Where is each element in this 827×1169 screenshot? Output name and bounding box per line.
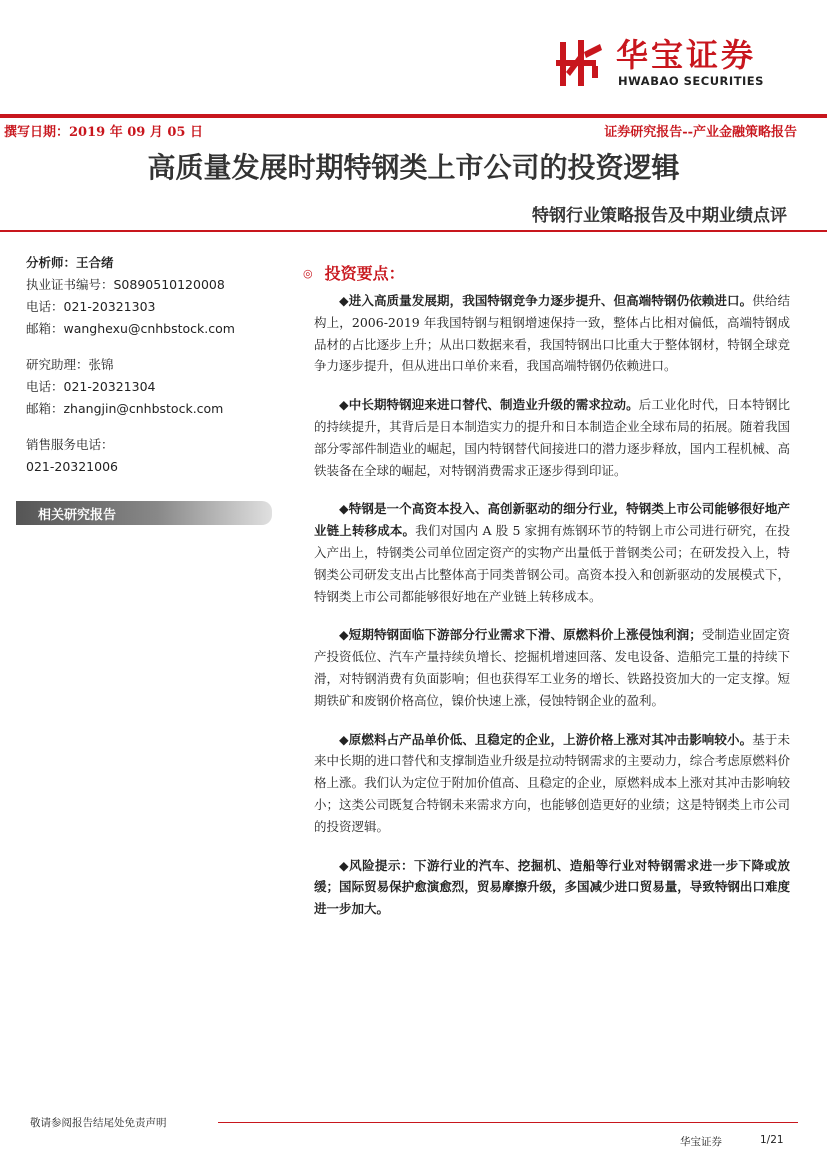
key-point-lead: ◆中长期特钢迎来进口替代、制造业升级的需求拉动。	[339, 397, 639, 413]
key-point-paragraph	[314, 624, 790, 711]
analyst-email: 邮箱：wanghexu@cnhbstock.com	[26, 321, 235, 336]
key-point-text: 基于未来中长期的进口替代和支撑制造业升级是拉动特钢需求的主要动力，综合考虑原燃料价格上涨。我们认为定位于附加价值高、且稳定的企业，原燃料成本上涨对其冲击影响较小；这类公司既复合特钢未来需求方向，也能够创造更好的业绩；这是特钢类上市公司的投资逻辑。	[314, 731, 790, 834]
report-type: 证券研究报告--产业金融策略报告	[604, 125, 797, 140]
page-number: 1/21	[760, 1134, 784, 1146]
logo-text-cn: 华宝证券	[616, 36, 757, 74]
page-subtitle: 特钢行业策略报告及中期业绩点评	[532, 206, 787, 226]
analyst-info	[26, 252, 276, 478]
hwabao-logo-icon	[556, 38, 606, 88]
key-point-paragraph	[314, 394, 790, 481]
target-circle-icon: ◎	[303, 267, 313, 280]
key-point-text: 后工业化时代，日本特钢比的持续提升，其背后是日本制造实力的提升和日本制造企业全球布局的拓展。随着我国部分零部件制造业的崛起，国内特钢替代间接进口的潜力逐步释放，国内工程机械、高铁装备在全球的崛起，对特钢消费需求正逐步得到印证。	[314, 397, 790, 478]
analyst-license: 执业证书编号：S0890510120008	[26, 277, 225, 292]
analyst-name: 分析师：王合绪	[26, 255, 114, 270]
key-point-text: 供给结构上，2006-2019 年我国特钢与粗钢增速保持一致，整体占比相对偏低，高端特钢成品材的占比逐步上升；从出口数据来看，我国特钢出口比重大于整体钢材，特钢全球竞争力逐步提升，但从进出口单价来看，我国高端特钢仍依赖进口。	[314, 293, 790, 374]
page-title: 高质量发展时期特钢类上市公司的投资逻辑	[147, 151, 680, 184]
key-point-lead: ◆进入高质量发展期，我国特钢竞争力逐步提升、但高端特钢仍依赖进口。	[339, 293, 753, 308]
key-points-title: 投资要点：	[324, 264, 405, 283]
key-point-paragraph	[314, 498, 790, 607]
key-point-lead: ◆原燃料占产品单价低、且稳定的企业，上游价格上涨对其冲击影响较小。	[339, 731, 753, 747]
key-point-lead: ◆短期特钢面临下游部分行业需求下滑、原燃料价上涨侵蚀利润；	[339, 627, 702, 643]
assistant-name: 研究助理：张锦	[26, 357, 114, 372]
sales-label: 销售服务电话：	[26, 437, 114, 452]
header-red-bar	[0, 114, 827, 118]
related-reports-header	[16, 501, 272, 525]
risk-lead: ◆风险提示：下游行业的汽车、挖掘机、造船等行业对特钢需求进一步下降或放缓；国际贸易保护愈演愈烈，贸易摩擦升级，多国减少进口贸易量，导致特钢出口难度进一步加大。	[314, 857, 790, 917]
key-point-lead: ◆特钢是一个高资本投入、高创新驱动的细分行业，特钢类上市公司能够很好地产业链上转移成本。	[314, 501, 790, 539]
footer-divider	[218, 1122, 798, 1123]
footer-brand: 华宝证券	[680, 1136, 722, 1148]
key-point-paragraph	[314, 729, 790, 838]
key-points-body	[314, 290, 790, 937]
report-date: 撰写日期：2019 年 09 月 05 日	[4, 125, 203, 140]
logo-text-en: HWABAO SECURITIES	[618, 74, 764, 88]
sales-phone: 021-20321006	[26, 459, 118, 474]
key-points-heading	[303, 261, 405, 284]
key-point-text: 受制造业固定资产投资低位、汽车产量持续负增长、挖掘机增速回落、发电设备、造船完工量的持续下滑，对特钢消费有负面影响；但也获得军工业务的增长、铁路投资加大的一定支撑。短期铁矿和废钢价格高位，镍价快速上涨，侵蚀特钢企业的盈利。	[314, 627, 790, 708]
key-point-text: 我们对国内 A 股 5 家拥有炼钢环节的特钢上市公司进行研究，在投入产出上，特钢类公司单位固定资产的实物产出量低于普钢类公司；在研发投入上，特钢类公司研发支出占比整体高于同类普钢公司。高资本投入和创新驱动的发展模式下，特钢类上市公司都能够很好地在产业链上转移成本。	[314, 523, 790, 604]
related-reports-label: 相关研究报告	[38, 508, 117, 523]
title-divider	[0, 230, 827, 232]
assistant-email: 邮箱：zhangjin@cnhbstock.com	[26, 401, 224, 416]
risk-paragraph	[314, 855, 790, 920]
assistant-phone: 电话：021-20321304	[26, 379, 156, 394]
footer-disclaimer: 敬请参阅报告结尾处免责声明	[30, 1117, 167, 1129]
key-point-paragraph	[314, 290, 790, 377]
analyst-phone: 电话：021-20321303	[26, 299, 156, 314]
